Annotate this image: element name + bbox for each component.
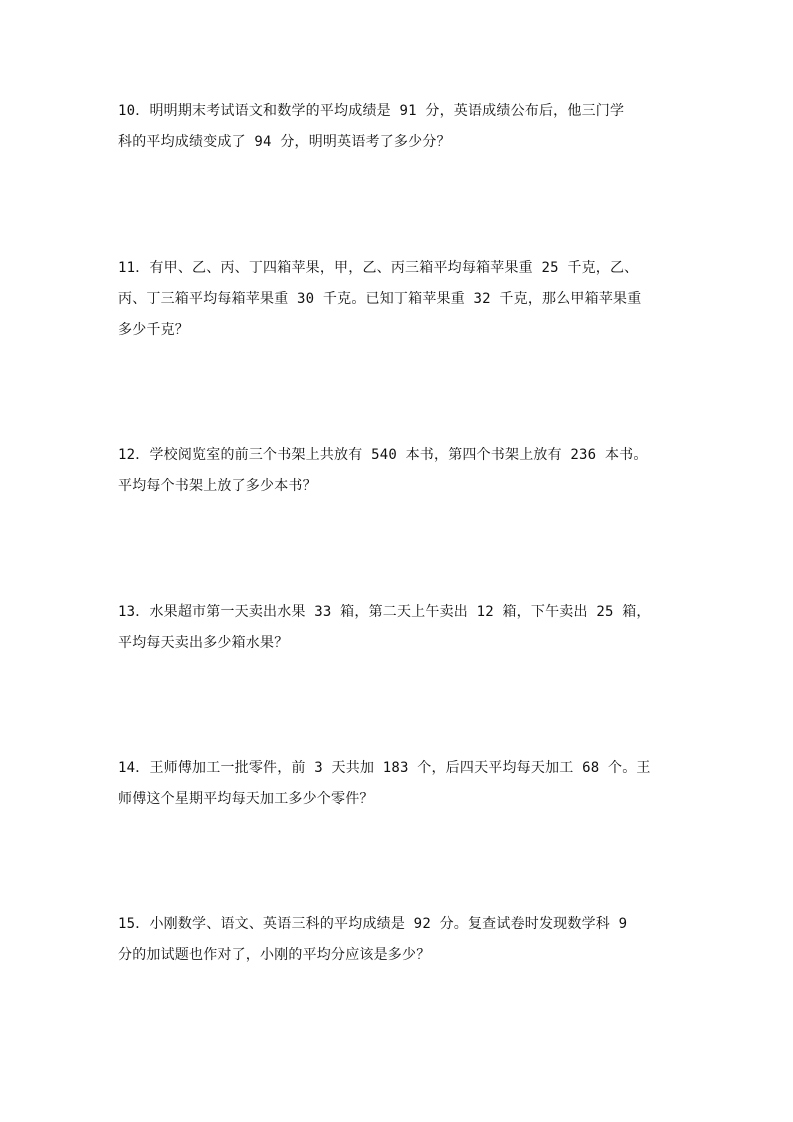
problem-line: 师傅这个星期平均每天加工多少个零件？ xyxy=(118,791,374,807)
problem-10 xyxy=(118,96,678,158)
problem-line: 科的平均成绩变成了 94 分，明明英语考了多少分？ xyxy=(118,134,451,150)
problem-12 xyxy=(118,440,678,502)
problem-14 xyxy=(118,753,678,815)
problem-line: 12．学校阅览室的前三个书架上共放有 540 本书，第四个书架上放有 236 本书。 xyxy=(118,447,648,463)
problem-line: 平均每天卖出多少箱水果？ xyxy=(118,635,289,651)
problem-11 xyxy=(118,253,678,346)
problem-15 xyxy=(118,909,678,971)
problem-line: 15．小刚数学、语文、英语三科的平均成绩是 92 分。复查试卷时发现数学科 9 xyxy=(118,916,628,932)
problem-line: 14．王师傅加工一批零件，前 3 天共加 183 个，后四天平均每天加工 68 个。王 xyxy=(118,760,651,776)
problem-13 xyxy=(118,597,678,659)
problem-line: 多少千克？ xyxy=(118,322,189,338)
problem-line: 分的加试题也作对了，小刚的平均分应该是多少？ xyxy=(118,947,431,963)
problem-line: 丙、丁三箱平均每箱苹果重 30 千克。已知丁箱苹果重 32 千克，那么甲箱苹果重 xyxy=(118,291,642,307)
problem-line: 13．水果超市第一天卖出水果 33 箱，第二天上午卖出 12 箱，下午卖出 25 箱， xyxy=(118,604,651,620)
problem-line: 平均每个书架上放了多少本书？ xyxy=(118,478,317,494)
problem-line: 11．有甲、乙、丙、丁四箱苹果，甲，乙、丙三箱平均每箱苹果重 25 千克，乙、 xyxy=(118,260,639,276)
problem-line: 10．明明期末考试语文和数学的平均成绩是 91 分，英语成绩公布后，他三门学 xyxy=(118,103,625,119)
